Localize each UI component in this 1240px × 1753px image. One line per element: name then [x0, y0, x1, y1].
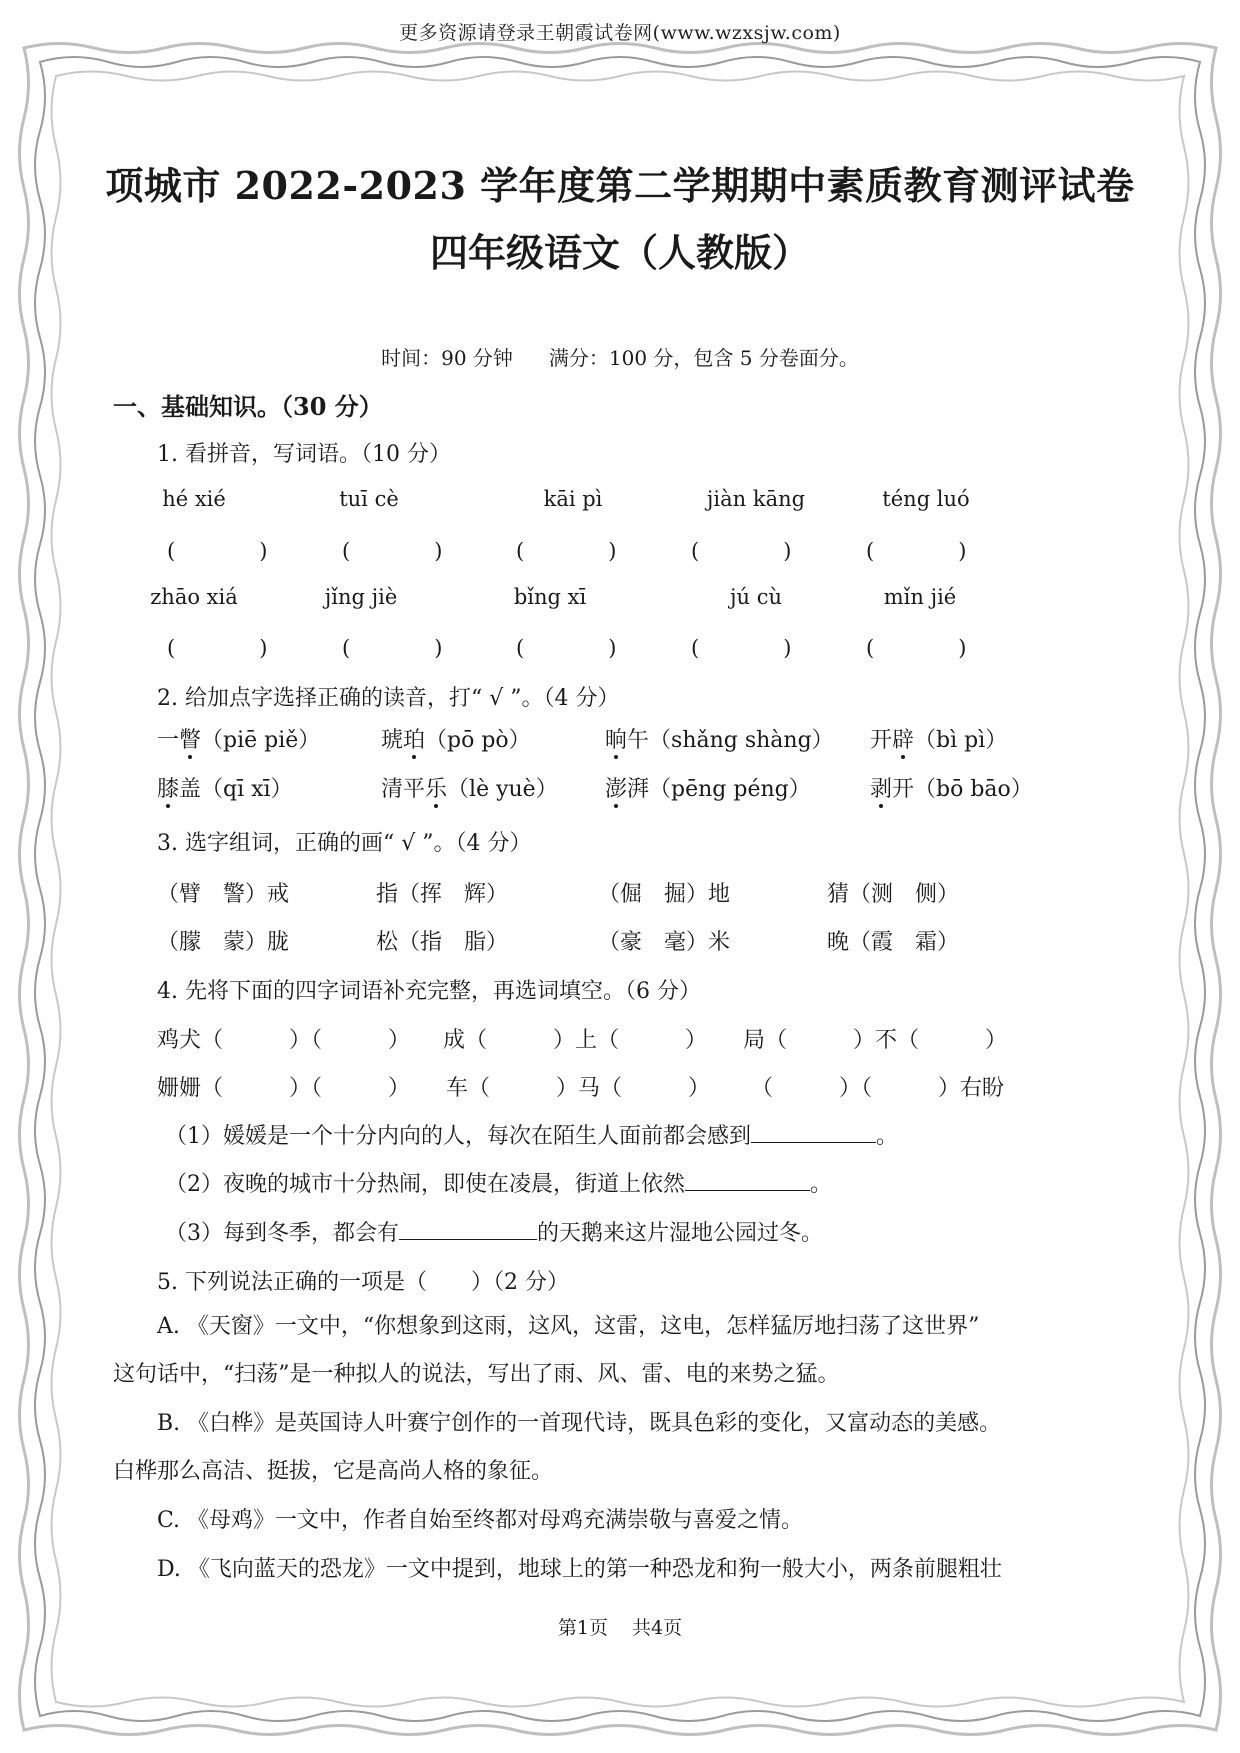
- pronunciation-option[interactable]: [381, 772, 558, 803]
- exam-subtitle: 四年级语文（人教版）: [429, 230, 810, 275]
- word-choice[interactable]: （倔 掘）地: [598, 882, 731, 907]
- pronunciation-option[interactable]: [157, 772, 293, 803]
- word-choice[interactable]: （臂 警）戒: [157, 882, 290, 907]
- idiom-fill[interactable]: 车（ ）马（ ）: [446, 1076, 711, 1101]
- char: 盖: [179, 777, 202, 802]
- exam-info: [0, 342, 1240, 371]
- idiom-fill[interactable]: （ ）（ ）右盼: [751, 1076, 1005, 1101]
- pronunciation-option[interactable]: [870, 772, 1033, 803]
- answer-blank[interactable]: ( ): [691, 636, 792, 660]
- pinyin-choices: （lè yuè）: [447, 777, 558, 802]
- idiom-fill[interactable]: 鸡犬（ ）（ ）: [157, 1028, 411, 1053]
- pinyin-item: jú cù: [730, 585, 782, 609]
- pronunciation-option[interactable]: [157, 723, 320, 754]
- pinyin-item: jǐng jiè: [324, 585, 398, 609]
- sentence-text: （1）媛媛是一个十分内向的人，每次在陌生人面前都会感到: [165, 1124, 751, 1149]
- option-b-line-1: B. 《白桦》是英国诗人叶赛宁创作的一首现代诗，既具色彩的变化，又富动态的美感。: [157, 1411, 1002, 1436]
- q4-sentence-2: [165, 1167, 832, 1198]
- q4-sentence-3: [165, 1216, 823, 1247]
- char: 琥: [381, 728, 404, 753]
- pinyin-item: kāi pì: [543, 487, 603, 511]
- answer-blank[interactable]: ( ): [691, 539, 792, 563]
- answer-blank[interactable]: ( ): [342, 539, 443, 563]
- sentence-text: 的天鹅来这片湿地公园过冬。: [537, 1221, 824, 1246]
- score-info: 满分：100 分，包含 5 分卷面分。: [548, 346, 859, 370]
- dotted-char: 剥: [870, 777, 893, 802]
- answer-blank[interactable]: ( ): [866, 539, 967, 563]
- pronunciation-option[interactable]: [870, 723, 1007, 754]
- idiom-fill[interactable]: 成（ ）上（ ）: [443, 1028, 708, 1053]
- pinyin-choices: （bō bāo）: [914, 777, 1033, 802]
- word-choice[interactable]: 猜（测 侧）: [827, 882, 960, 907]
- pinyin-item: zhāo xiá: [150, 585, 238, 609]
- answer-blank[interactable]: ( ): [167, 539, 268, 563]
- pinyin-item: hé xié: [162, 487, 226, 511]
- q1-prompt: 1. 看拼音，写词语。（10 分）: [157, 442, 451, 467]
- dotted-char: 珀: [403, 728, 426, 753]
- idiom-fill[interactable]: 局（ ）不（ ）: [743, 1028, 1008, 1053]
- sentence-text: 。: [876, 1124, 899, 1149]
- watermark: 更多资源请登录王朝霞试卷网(www.wzxsjw.com): [399, 22, 841, 44]
- answer-blank[interactable]: ( ): [167, 636, 268, 660]
- option-b-line-2: 白桦那么高洁、挺拔，它是高尚人格的象征。: [113, 1459, 554, 1484]
- idiom-fill[interactable]: 姗姗（ ）（ ）: [157, 1076, 411, 1101]
- pinyin-choices: （pēng péng）: [649, 777, 811, 802]
- fill-blank[interactable]: [685, 1168, 810, 1191]
- page-number: 第1页: [557, 1617, 608, 1639]
- pinyin-choices: （qī xī）: [201, 777, 293, 802]
- page-total: 共4页: [632, 1617, 683, 1639]
- option-d-line-1: D. 《飞向蓝天的恐龙》一文中提到，地球上的第一种恐龙和狗一般大小，两条前腿粗壮: [157, 1557, 1002, 1582]
- pinyin-item: mǐn jié: [883, 585, 957, 609]
- option-a-line-2: 这句话中，“扫荡”是一种拟人的说法，写出了雨、风、雷、电的来势之猛。: [113, 1362, 840, 1387]
- q4-prompt: 4. 先将下面的四字词语补充完整，再选词填空。（6 分）: [157, 979, 701, 1004]
- sentence-text: 。: [810, 1172, 833, 1197]
- answer-blank[interactable]: ( ): [516, 539, 617, 563]
- pinyin-choices: （piē piě）: [201, 728, 321, 753]
- sentence-text: （2）夜晚的城市十分热闹，即使在凌晨，街道上依然: [165, 1172, 685, 1197]
- dotted-char: 晌: [605, 728, 628, 753]
- dotted-char: 澎: [605, 777, 628, 802]
- pinyin-item: jiàn kāng: [706, 487, 806, 511]
- option-a-line-1: A. 《天窗》一文中，“你想象到这雨，这风，这雷，这电，怎样猛厉地扫荡了这世界”: [157, 1314, 980, 1339]
- option-c-line-1: C. 《母鸡》一文中，作者自始至终都对母鸡充满崇敬与喜爱之情。: [157, 1508, 804, 1533]
- char: 清平: [381, 777, 426, 802]
- word-choice[interactable]: （朦 蒙）胧: [157, 930, 290, 955]
- fill-blank[interactable]: [399, 1217, 537, 1240]
- dotted-char: 辟: [892, 728, 915, 753]
- pinyin-item: téng luó: [882, 487, 970, 511]
- pinyin-item: bǐng xī: [513, 585, 587, 609]
- pronunciation-option[interactable]: [381, 723, 531, 754]
- pronunciation-option[interactable]: [605, 723, 834, 754]
- char: 湃: [627, 777, 650, 802]
- word-choice[interactable]: 指（挥 辉）: [376, 882, 509, 907]
- dotted-char: 瞥: [179, 728, 202, 753]
- page-footer: [0, 1613, 1240, 1640]
- dotted-char: 乐: [425, 777, 448, 802]
- answer-blank[interactable]: ( ): [342, 636, 443, 660]
- char: 开: [892, 777, 915, 802]
- time-info: 时间：90 分钟: [381, 346, 513, 370]
- exam-title: 项城市 2022-2023 学年度第二学期期中素质教育测评试卷: [105, 163, 1135, 208]
- answer-blank[interactable]: ( ): [866, 636, 967, 660]
- q4-sentence-1: [165, 1119, 898, 1150]
- pinyin-choices: （bì pì）: [914, 728, 1008, 753]
- q2-prompt: 2. 给加点字选择正确的读音，打“ √ ”。（4 分）: [157, 686, 620, 711]
- pronunciation-option[interactable]: [605, 772, 811, 803]
- word-choice[interactable]: 松（指 脂）: [376, 930, 509, 955]
- sentence-text: （3）每到冬季，都会有: [165, 1221, 399, 1246]
- section-1-heading: 一、基础知识。（30 分）: [113, 392, 383, 421]
- fill-blank[interactable]: [751, 1120, 876, 1143]
- char: 一: [157, 728, 180, 753]
- word-choice[interactable]: 晚（霞 霜）: [827, 930, 960, 955]
- q3-prompt: 3. 选字组词，正确的画“ √ ”。（4 分）: [157, 831, 532, 856]
- pinyin-item: tuī cè: [339, 487, 399, 511]
- dotted-char: 膝: [157, 777, 180, 802]
- q5-prompt: 5. 下列说法正确的一项是（ ）（2 分）: [157, 1270, 569, 1295]
- char: 午: [627, 728, 650, 753]
- pinyin-choices: （shǎng shàng）: [649, 728, 834, 753]
- answer-blank[interactable]: ( ): [516, 636, 617, 660]
- char: 开: [870, 728, 893, 753]
- pinyin-choices: （pō pò）: [425, 728, 531, 753]
- word-choice[interactable]: （豪 毫）米: [598, 930, 731, 955]
